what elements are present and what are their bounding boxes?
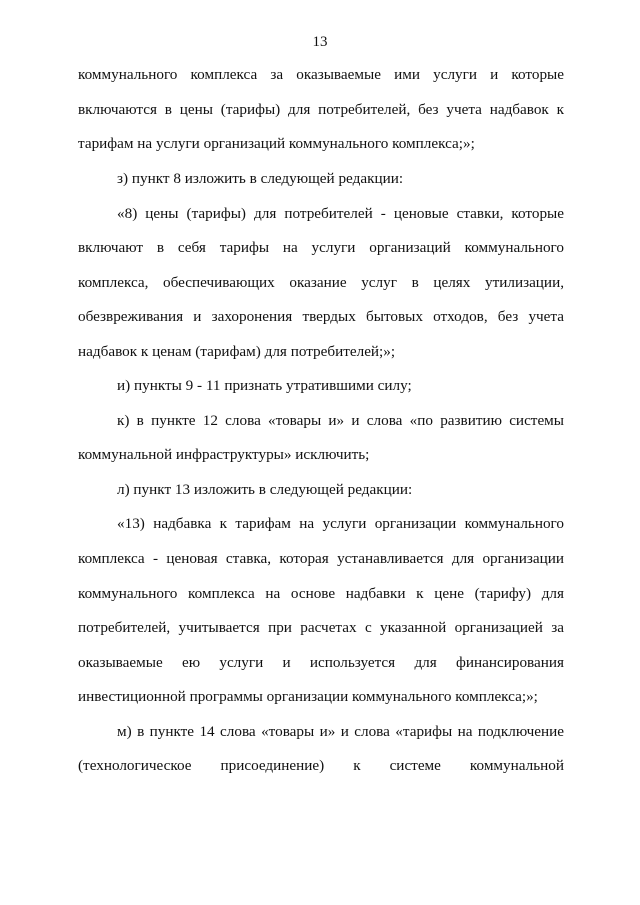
text-line: (технологическое присоединение) к системе коммунальной [78,757,564,774]
text-line: коммунального комплекса за оказываемые ими услуги и которые [78,66,564,83]
text-line: м) в пункте 14 слова «товары и» и слова «тарифы на подключение [117,723,564,740]
text-line: потребителей, учитывается при расчетах с указанной организацией за [78,619,564,636]
text-line: коммунальной инфраструктуры» исключить; [78,446,370,463]
text-line: надбавок к ценам (тарифам) для потребителей;»; [78,343,396,360]
text-line: тарифам на услуги организаций коммунального комплекса;»; [78,135,475,152]
text-line: включают в себя тарифы на услуги организаций коммунального [78,239,564,256]
text-line: и) пункты 9 - 11 признать утратившими силу; [117,377,412,394]
text-line: з) пункт 8 изложить в следующей редакции: [117,170,404,187]
text-line: «8) цены (тарифы) для потребителей - ценовые ставки, которые [117,205,564,222]
text-line: включаются в цены (тарифы) для потребителей, без учета надбавок к [78,101,564,118]
text-line: коммунального комплекса на основе надбавки к цене (тарифу) для [78,585,564,602]
text-line: комплекса, обеспечивающих оказание услуг в целях утилизации, [78,274,564,291]
text-line: оказываемые ею услуги и используется для финансирования [78,654,564,671]
text-line: л) пункт 13 изложить в следующей редакции: [117,481,413,498]
text-line: инвестиционной программы организации коммунального комплекса;»; [78,688,538,705]
text-line: к) в пункте 12 слова «товары и» и слова «по развитию системы [117,412,564,429]
text-line: обезвреживания и захоронения твердых бытовых отходов, без учета [78,308,564,325]
text-line: комплекса - ценовая ставка, которая устанавливается для организации [78,550,564,567]
text-line: «13) надбавка к тарифам на услуги организации коммунального [117,515,564,532]
page-number: 13 [312,34,328,50]
